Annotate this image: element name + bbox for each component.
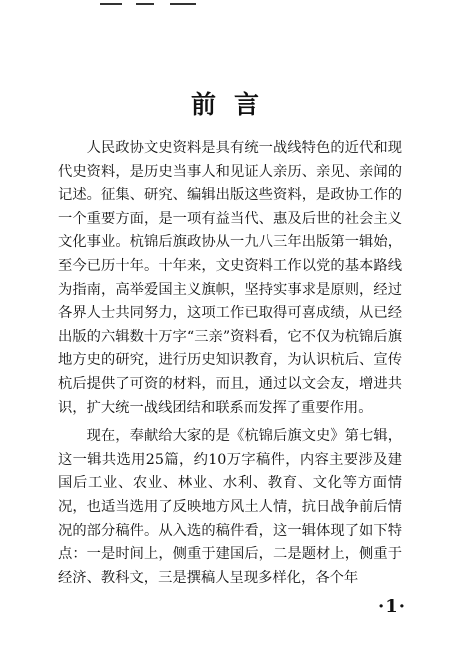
body-text — [58, 137, 402, 590]
top-edge-marks — [100, 0, 210, 10]
page-number: ·1· — [377, 596, 406, 617]
paragraph-1: 人民政协文史资料是具有统一战线特色的近代和现代史资料，是历史当事人和见证人亲历、亲见、亲闻的记述。征集、研究、编辑出版这些资料，是政协工作的一个重要方面，是一项有益当代、惠及后世的社会主义文化事业。杭锦后旗政协从一九八三年出版第一辑始，至今已历十年。十年来，文史资料工作以党的基本路线为指南，高举爱国主义旗帜，坚持实事求是原则，经过各界人士共同努力，这项工作已取得可喜成绩，从已经出版的六辑数十万字“三亲”资料看，它不仅为杭锦后旗地方史的研究，进行历史知识教育，为认识杭后、宣传杭后提供了可资的材料，而且，通过以文会友，增进共识，扩大统一战线团结和联系而发挥了重要作用。 — [58, 140, 402, 416]
paragraph-2: 现在，奉献给大家的是《杭锦后旗文史》第七辑，这一辑共选用25篇，约10万字稿件，内容主要涉及建国后工业、农业、林业、水利、教育、文化等方面情况，也适当选用了反映地方风土人情，抗日战争前后情况的部分稿件。从入选的稿件看，这一辑体现了如下特点：一是时间上，侧重于建国后，二是题材上，侧重于经济、教科文，三是撰稿人呈现多样化，各个年 — [58, 428, 402, 586]
page-title: 前言 — [190, 90, 277, 119]
